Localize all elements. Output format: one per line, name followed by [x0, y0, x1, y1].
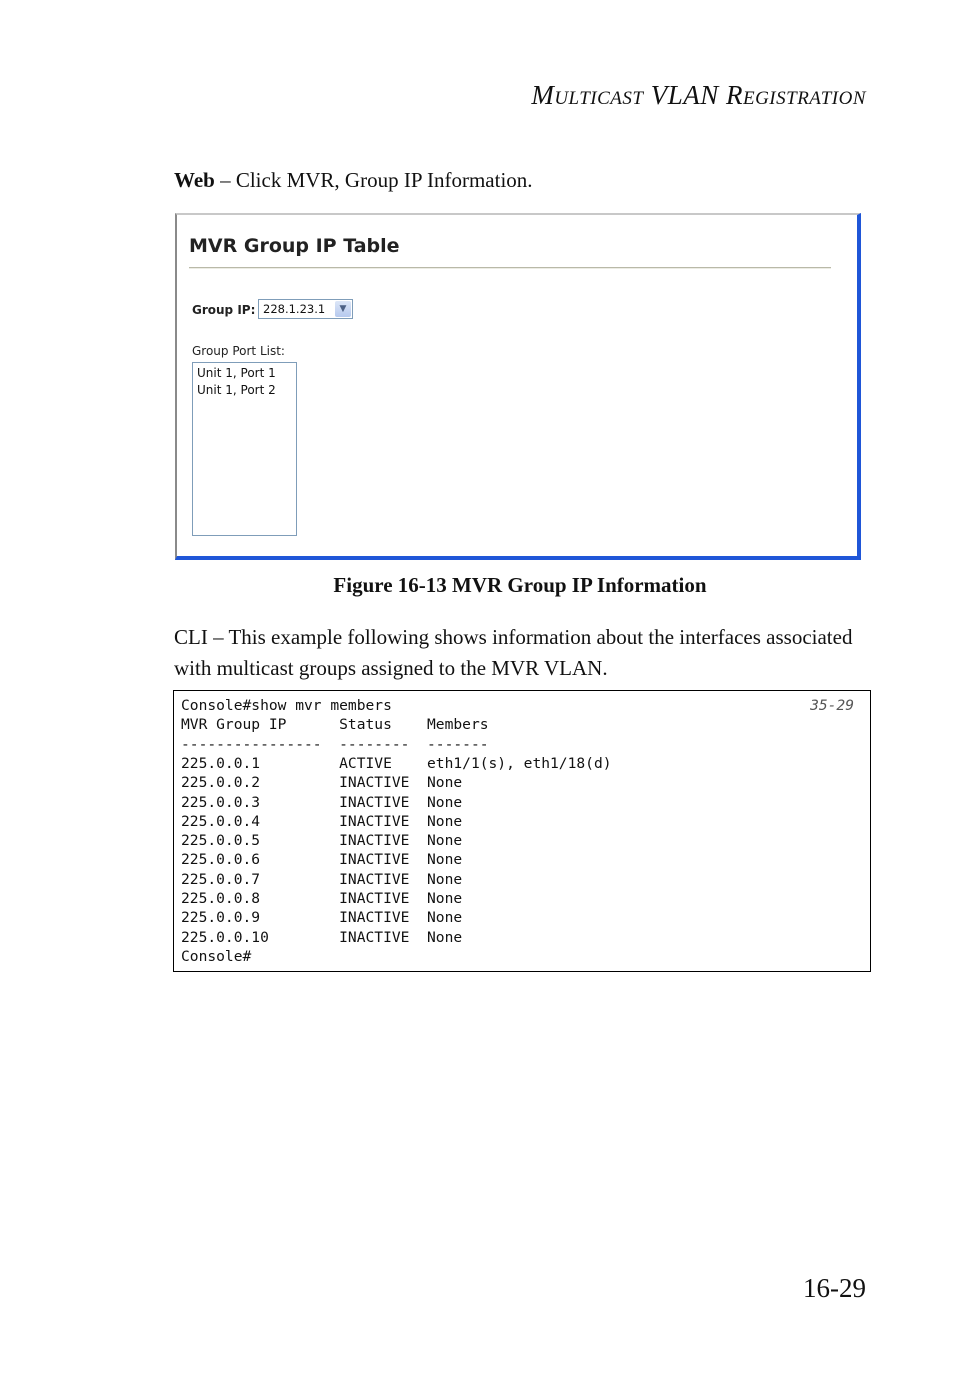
group-ip-selected-value: 228.1.23.1: [263, 302, 326, 316]
list-item[interactable]: Unit 1, Port 1: [197, 366, 276, 380]
cli-line: 225.0.0.7 INACTIVE None: [181, 870, 463, 888]
cli-line: Console#show mvr members: [181, 697, 392, 714]
web-instruction-text: – Click MVR, Group IP Information.: [214, 168, 533, 192]
figure-caption: Figure 16-13 MVR Group IP Information: [333, 573, 707, 597]
list-item[interactable]: Unit 1, Port 2: [197, 383, 276, 397]
cli-line: 225.0.0.4 INACTIVE None: [181, 812, 463, 830]
cli-intro: CLI – This example following shows information about the interfaces associated with multicast groups assigned to the MVR VLAN.: [174, 625, 853, 680]
web-instruction: [174, 168, 533, 193]
cli-line: 225.0.0.1 ACTIVE eth1/1(s), eth1/18(d): [181, 754, 612, 772]
running-header: Multicast VLAN Registration: [531, 80, 866, 110]
group-ip-select[interactable]: [258, 299, 353, 319]
cli-line: 225.0.0.6 INACTIVE None: [181, 851, 463, 869]
cli-output-box: [173, 690, 871, 972]
title-divider: [189, 267, 831, 269]
cli-line: 225.0.0.10 INACTIVE None: [181, 928, 463, 946]
mvr-group-ip-screenshot: [175, 213, 861, 560]
cli-line: ---------------- -------- -------: [181, 735, 489, 753]
page-title: MVR Group IP Table: [189, 235, 400, 257]
page-number: 16-29: [803, 1273, 866, 1303]
cli-line: 225.0.0.5 INACTIVE None: [181, 832, 463, 850]
web-label: Web: [174, 168, 215, 192]
group-port-list-label: Group Port List:: [192, 344, 285, 358]
cli-line: 225.0.0.9 INACTIVE None: [181, 909, 463, 927]
cli-line: Console#: [181, 947, 252, 965]
command-reference: 35-29: [810, 697, 854, 714]
group-port-list[interactable]: [192, 362, 297, 536]
cli-line: 225.0.0.8 INACTIVE None: [181, 890, 463, 907]
cli-line: 225.0.0.2 INACTIVE None: [181, 774, 463, 792]
chevron-down-icon[interactable]: ▼: [335, 301, 351, 317]
cli-line: MVR Group IP Status Members: [181, 716, 489, 734]
group-ip-label: Group IP:: [192, 303, 256, 317]
cli-line: 225.0.0.3 INACTIVE None: [181, 793, 463, 811]
